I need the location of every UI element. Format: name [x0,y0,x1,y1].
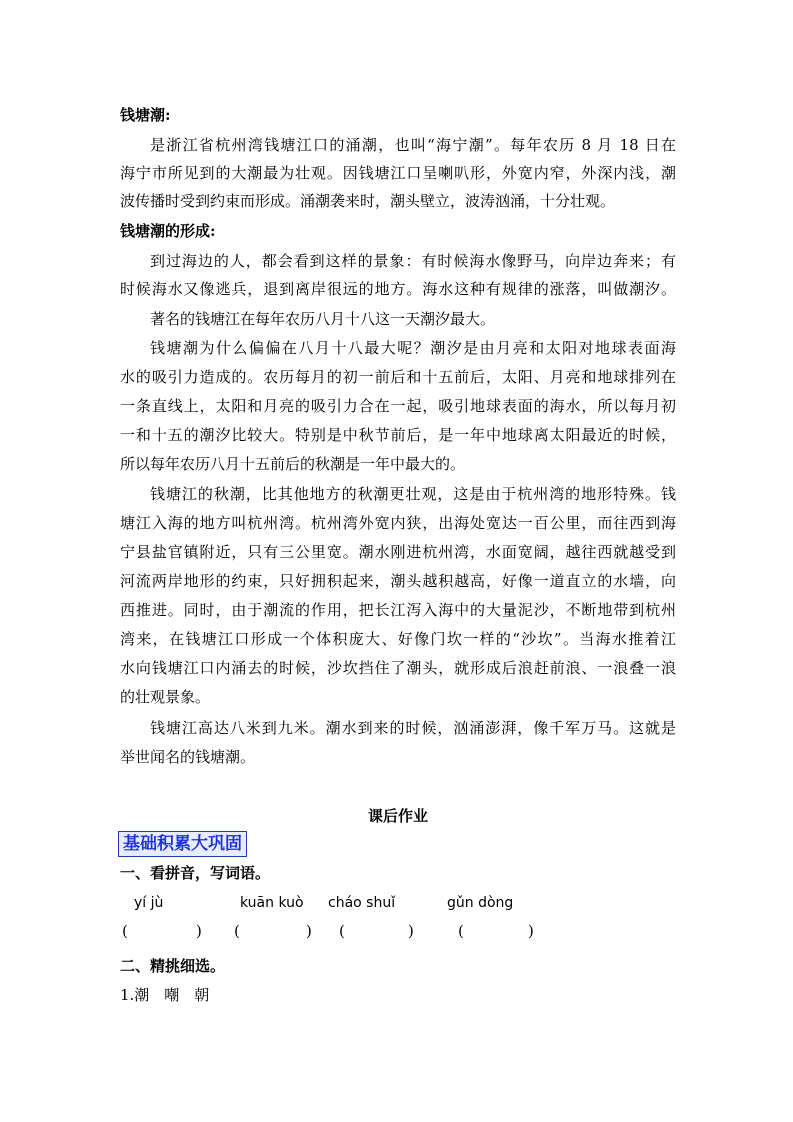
section-title-formation: 钱塘潮的形成: [120,222,216,240]
homework-title: 课后作业 [367,807,428,825]
answer-blank-close: ) [306,922,312,940]
text-line: 宁县盐官镇附近，只有三公里宽。潮水刚进杭州湾，水面宽阔，越往西就越受到 [120,543,676,561]
answer-blank-open: ( [234,922,240,940]
text-line: 时候海水又像逃兵，退到离岸很远的地方。海水这种有规律的涨落，叫做潮汐。 [120,280,676,298]
answer-blank-open: ( [122,922,128,940]
text-line: 海宁市所见到的大潮最为壮观。因钱塘江口呈喇叭形，外宽内窄，外深内浅，潮 [120,164,676,182]
text-line: 的壮观景象。 [120,688,211,706]
pinyin-item: kuān kuò [240,895,304,911]
answer-blank-close: ) [196,922,202,940]
text-line: 湾来，在钱塘江口形成一个体积庞大、好像门坎一样的“沙坎”。当海水推着江 [120,630,676,648]
answer-blanks-row [120,921,680,943]
text-line: 塘江入海的地方叫杭州湾。杭州湾外宽内狭，出海处宽达一百公里，而往西到海 [120,514,676,532]
text-line: 钱塘江的秋潮，比其他地方的秋潮更壮观，这是由于杭州湾的地形特殊。钱 [150,485,676,503]
question-2-item-1: 1.潮 嘲 朝 [120,986,210,1004]
question-1-title: 一、看拼音，写词语。 [120,864,271,882]
answer-blank-close: ) [408,922,414,940]
text-line: 举世闻名的钱塘潮。 [120,748,256,766]
text-line: 西推进。同时，由于潮流的作用，把长江泻入海中的大量泥沙，不断地带到杭州 [120,601,676,619]
text-line: 波传播时受到约束而形成。涌潮袭来时，潮头壁立，波涛汹涌，十分壮观。 [120,192,616,210]
text-line: 河流两岸地形的约束，只好拥积起来，潮头越积越高，好像一道直立的水墙，向 [120,572,676,590]
pinyin-item: gǔn dòng [447,895,514,911]
question-2-title: 二、精挑细选。 [120,957,226,975]
answer-blank-close: ) [528,922,534,940]
pinyin-row [120,893,680,915]
text-line: 钱塘江高达八米到九米。潮水到来的时候，汹涌澎湃，像千军万马。这就是 [150,719,676,737]
pinyin-item: cháo shuǐ [328,895,396,911]
text-line: 水向钱塘江口内涌去的时候，沙坎挡住了潮头，就形成后浪赶前浪、一浪叠一浪 [120,659,676,677]
text-line: 著名的钱塘江在每年农历八月十八这一天潮汐最大。 [150,310,496,328]
text-line: 是浙江省杭州湾钱塘江口的涌潮，也叫“海宁潮”。每年农历 8 月 18 日在 [150,136,676,154]
text-line: 到过海边的人，都会看到这样的景象：有时候海水像野马，向岸边奔来；有 [150,252,676,270]
text-line: 钱塘潮为什么偏偏在八月十八最大呢？潮汐是由月亮和太阳对地球表面海 [150,339,676,357]
text-line: 所以每年农历八月十五前后的秋潮是一年中最大的。 [120,455,466,473]
section-title-qiantang-chao: 钱塘潮: [120,106,171,124]
pinyin-item: yí jù [134,895,164,911]
text-line: 一和十五的潮汐比较大。特别是中秋节前后，是一年中地球离太阳最近的时候， [120,426,676,444]
answer-blank-open: ( [339,922,345,940]
text-line: 一条直线上，太阳和月亮的吸引力合在一起，吸引地球表面的海水，所以每月初 [120,397,676,415]
answer-blank-open: ( [458,922,464,940]
section-badge: 基础积累大巩固 [118,831,247,857]
text-line: 水的吸引力造成的。农历每月的初一前后和十五前后，太阳、月亮和地球排列在 [120,368,676,386]
